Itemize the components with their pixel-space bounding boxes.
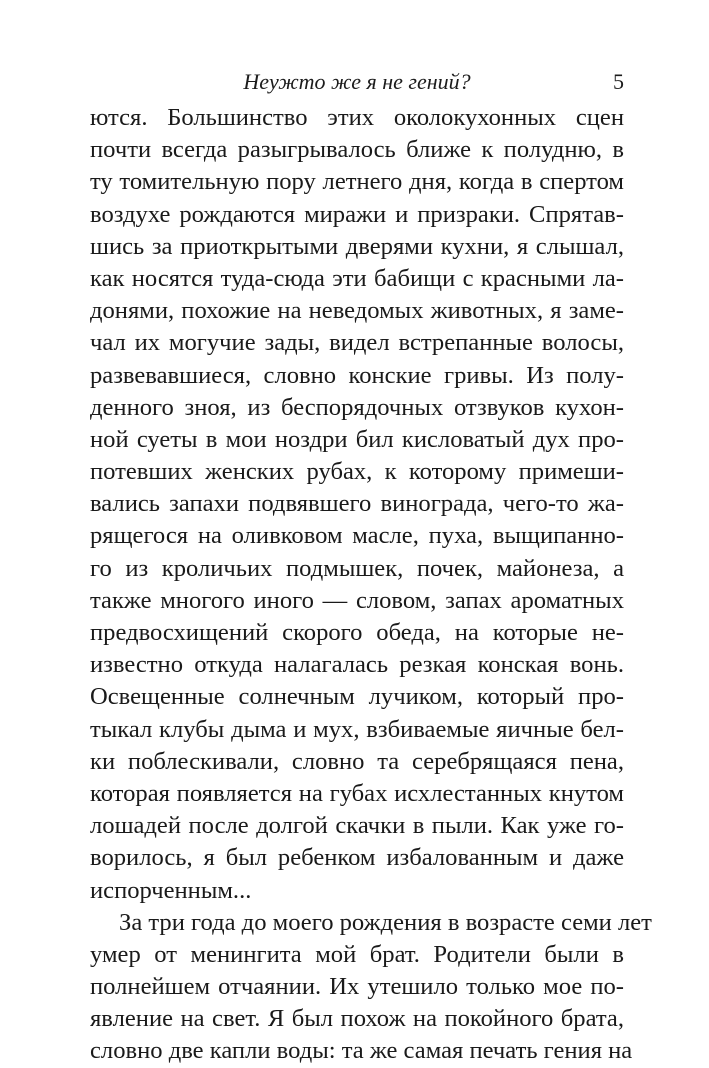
text-line: испорченным... — [90, 876, 252, 904]
text-line: го из кроличьих подмышек, почек, майонеза, а — [90, 554, 624, 582]
text-line: умер от менингита мой брат. Родители были в — [90, 940, 624, 968]
text-line: ной суеты в мои ноздри бил кисловатый дух про- — [90, 425, 624, 453]
text-line: Освещенные солнечным лучиком, который про- — [90, 683, 624, 711]
text-line: почти всегда разыгрывалось ближе к полудню, в — [90, 136, 624, 164]
text-line: ту томительную пору летнего дня, когда в спертом — [90, 168, 624, 196]
paragraph-1 — [90, 102, 624, 907]
running-title: Неужто же я не гений? — [243, 69, 471, 94]
text-line: как носятся туда-сюда эти бабищи с красными ла- — [90, 264, 624, 292]
text-line: явление на свет. Я был похож на покойного брата, — [90, 1005, 624, 1033]
page-number: 5 — [613, 69, 624, 94]
body-text — [90, 102, 652, 1068]
text-line: словно две капли воды: та же самая печать гения на — [90, 1037, 633, 1065]
text-line: За три года до моего рождения в возрасте семи лет — [119, 908, 652, 936]
text-line: также многого иного — словом, запах ароматных — [90, 586, 624, 614]
paragraph-2 — [90, 907, 652, 1068]
text-line: чал их могучие зады, видел встрепанные волосы, — [90, 329, 624, 357]
text-line: вались запахи подвявшего винограда, чего-то жа- — [90, 490, 624, 518]
text-line: денного зноя, из беспорядочных отзвуков кухон- — [90, 393, 624, 421]
text-line: рящегося на оливковом масле, пуха, выщипанно- — [90, 522, 624, 550]
text-line: которая появляется на губах исхлестанных кнутом — [90, 779, 624, 807]
text-line: воздухе рождаются миражи и призраки. Спрятав- — [90, 200, 624, 228]
text-line: шись за приоткрытыми дверями кухни, я слышал, — [90, 232, 624, 260]
text-line: донями, похожие на неведомых животных, я заме- — [90, 297, 624, 325]
text-line: ются. Большинство этих околокухонных сцен — [90, 104, 624, 131]
text-line: предвосхищений скорого обеда, на которые не- — [90, 619, 624, 646]
running-head — [90, 69, 624, 97]
text-line: ворилось, я был ребенком избалованным и даже — [90, 844, 624, 872]
text-line: полнейшем отчаянии. Их утешило только мое по- — [90, 973, 624, 1001]
text-line: ки поблескивали, словно та серебрящаяся пена, — [90, 747, 624, 775]
text-line: развевавшиеся, словно конские гривы. Из полу- — [90, 361, 624, 389]
text-line: лошадей после долгой скачки в пыли. Как уже го- — [90, 812, 624, 840]
text-line: потевших женских рубах, к которому примеши- — [90, 458, 624, 486]
text-line: тыкал клубы дыма и мух, взбиваемые яичные бел- — [90, 715, 624, 743]
text-line: известно откуда налагалась резкая конская вонь. — [90, 651, 624, 679]
